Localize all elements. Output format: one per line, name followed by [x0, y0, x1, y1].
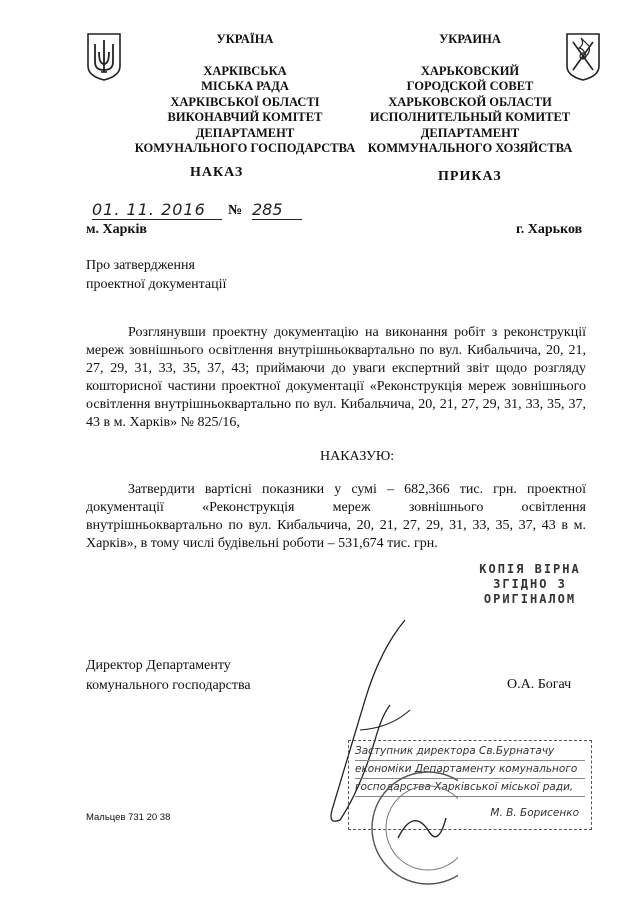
subject-line: проектної документації	[86, 277, 227, 292]
city-ua: м. Харків	[86, 222, 147, 237]
order-date: 01. 11. 2016	[92, 200, 222, 220]
cert-stamp-name: М. В. Борисенко	[490, 807, 579, 819]
doc-title-ua: НАКАЗ	[190, 165, 244, 180]
position-line: Директор Департаменту	[86, 658, 231, 673]
country-ua: УКРАЇНА	[216, 32, 274, 46]
country-ru: УКРАИНА	[439, 32, 501, 46]
cert-stamp-line: господарства Харківської міської ради,	[355, 779, 585, 797]
position-line: комунального господарства	[86, 678, 251, 693]
header-right	[345, 32, 595, 157]
org-line: ВИКОНАВЧИЙ КОМІТЕТ	[167, 110, 323, 124]
copy-stamp-line: ЗГІДНО З	[493, 577, 567, 591]
org-line: КОМУНАЛЬНОГО ГОСПОДАРСТВА	[134, 141, 356, 155]
org-line: ХАРЬКОВСКОЙ ОБЛАСТИ	[388, 94, 552, 109]
doc-title-ru: ПРИКАЗ	[438, 169, 502, 184]
signatory-position	[86, 656, 251, 696]
org-line: КОММУНАЛЬНОГО ХОЗЯЙСТВА	[367, 141, 573, 155]
executor-info: Мальцев 731 20 38	[86, 812, 171, 823]
order-word: НАКАЗУЮ:	[320, 449, 395, 464]
org-line: ХАРКІВСЬКОЇ ОБЛАСТІ	[170, 94, 320, 109]
city-ru: г. Харьков	[516, 222, 583, 237]
org-line: ДЕПАРТАМЕНТ	[195, 125, 295, 140]
cert-stamp-line: економіки Департаменту комунального	[355, 761, 585, 779]
signatory-name: О.А. Богач	[507, 677, 572, 692]
copy-stamp-line: КОПІЯ ВІРНА	[479, 562, 581, 576]
order-number-label: №	[228, 203, 243, 218]
org-line: ДЕПАРТАМЕНТ	[420, 125, 520, 140]
copy-stamp-line: ОРИГІНАЛОМ	[483, 592, 577, 606]
round-seal-icon	[368, 768, 458, 888]
subject-line: Про затвердження	[86, 258, 195, 273]
org-line: ХАРЬКОВСКИЙ	[420, 63, 520, 78]
org-line: ИСПОЛНИТЕЛЬНЫЙ КОМИТЕТ	[369, 110, 571, 124]
subject	[86, 256, 226, 294]
preamble: Розглянувши проектну документацію на виконання робіт з реконструкції мереж зовнішнього освітлення внутрішньоквартально по вул. Кибальчича, 20, 21, 27, 29, 31, 33, 35, 37, 43; приймаючи до уваги експертний звіт щодо розгляду кошторисної частини проектної документації «Реконструкція мереж зовнішнього освітлення внутрішньоквартально по вул. Кибальчича, 20, 21, 27, 29, 31, 33, 35, 37, 43 в м. Харків» № 825/16,	[86, 325, 586, 430]
org-line: ГОРОДСКОЙ СОВЕТ	[406, 79, 534, 93]
cert-stamp-line: Заступник директора Св.Бурнатачу	[355, 743, 585, 761]
resolution: Затвердити вартісні показники у сумі – 682,366 тис. грн. проектної документації «Реконструкція мереж зовнішнього освітлення внутрішньоквартально по вул. Кибальчича, 20, 21, 27, 29, 31, 33, 35, 37, 43 в м. Харків», в тому числі будівельні роботи – 531,674 тис. грн.	[86, 482, 586, 551]
org-line: ХАРКІВСЬКА	[203, 63, 287, 78]
copy-stamp	[470, 562, 590, 607]
order-number: 285	[252, 200, 302, 220]
org-line: МІСЬКА РАДА	[201, 79, 289, 93]
